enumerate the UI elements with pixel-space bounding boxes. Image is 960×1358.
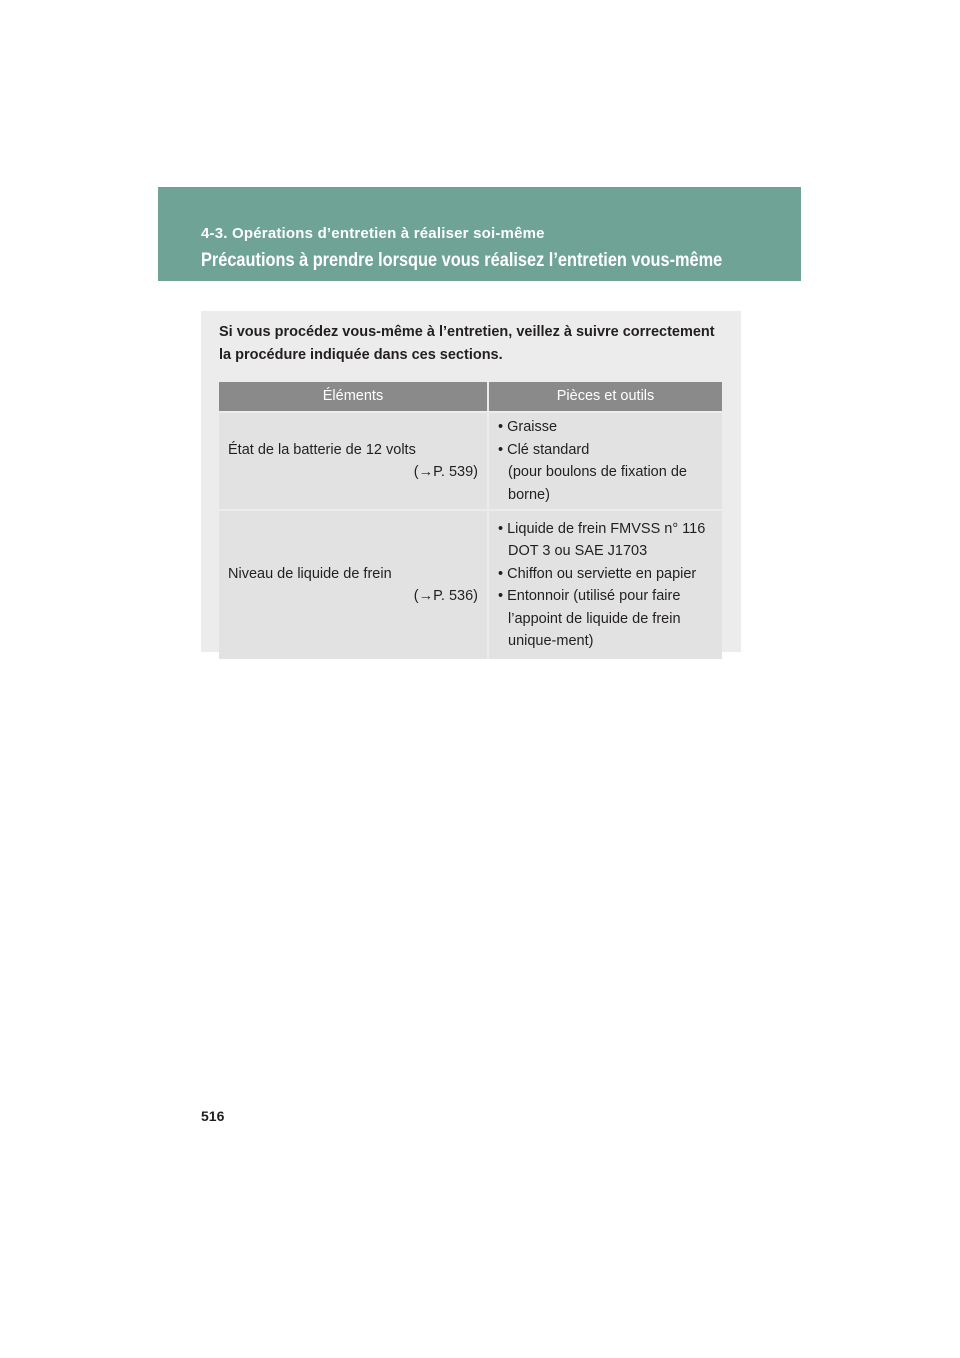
tool-item: • Clé standard (498, 441, 590, 458)
page-reference-link[interactable]: (→P. 539) (413, 464, 478, 480)
item-name: État de la batterie de 12 volts (228, 441, 416, 458)
page-title: Précautions à prendre lorsque vous réalisez l’entretien vous-même (201, 250, 723, 271)
item-name: Niveau de liquide de frein (228, 565, 392, 582)
table-row (219, 412, 722, 510)
column-header-tools: Pièces et outils (488, 382, 722, 412)
page-number: 516 (201, 1108, 225, 1124)
table-header-row (219, 382, 722, 412)
tool-item: • Entonnoir (utilisé pour faire l’appoint de liquide de frein unique-ment) (498, 588, 681, 649)
column-header-items: Éléments (219, 382, 488, 412)
section-header (158, 187, 801, 281)
tool-item-note: (pour boulons de fixation de borne) (508, 464, 687, 503)
page-reference-link[interactable]: (→P. 536) (413, 588, 478, 604)
table-row (219, 510, 722, 659)
item-cell (219, 412, 488, 510)
item-cell (219, 510, 488, 659)
tool-item: • Graisse (498, 419, 558, 435)
intro-text: Si vous procédez vous-même à l’entretien, veillez à suivre correctement la procédure indiquée dans ces sections. (219, 324, 715, 363)
tool-item: • Liquide de frein FMVSS n° 116 DOT 3 ou SAE J1703 (498, 520, 706, 559)
tools-cell (488, 510, 722, 659)
maintenance-table (219, 382, 722, 659)
tool-item: • Chiffon ou serviette en papier (498, 565, 697, 582)
tools-cell (488, 412, 722, 510)
info-panel (201, 311, 741, 652)
section-label: 4-3. Opérations d’entretien à réaliser soi-même (201, 225, 545, 242)
